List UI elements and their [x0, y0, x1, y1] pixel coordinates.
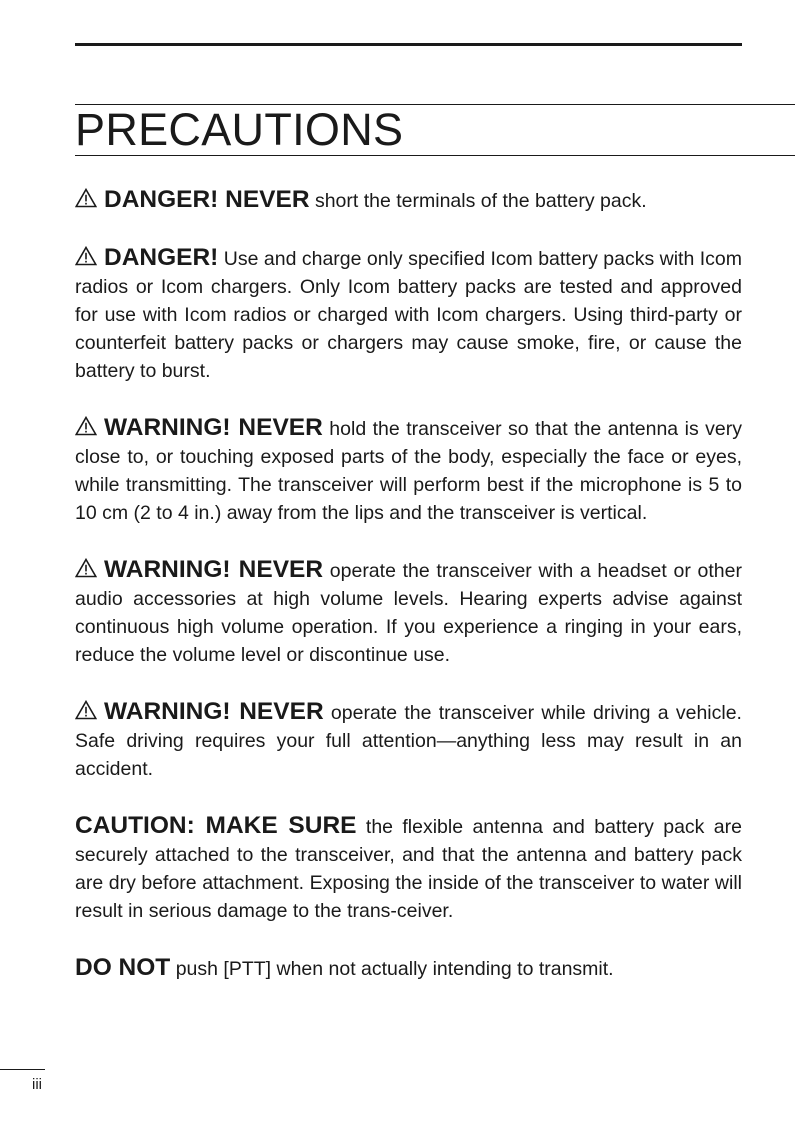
precaution-text: short the terminals of the battery pack.	[309, 190, 647, 212]
precaution-lead: WARNING! NEVER	[104, 556, 324, 583]
precaution-item	[75, 186, 742, 215]
precaution-text: hold the transceiver so that the antenna is very close to, or touching exposed parts of the body, especially the face or eyes, while transmitting. The transceiver will perform best if the microphone is 5 to 10 cm (2 to 4 in.) away from the lips and the transceiver is vertical.	[75, 418, 742, 524]
precaution-item	[75, 698, 742, 783]
precaution-text: operate the transceiver while driving a vehicle. Safe driving requires your full attention—anything less may result in an accident.	[75, 702, 742, 780]
precaution-lead: WARNING! NEVER	[104, 698, 324, 725]
top-rule	[75, 43, 742, 46]
page-title: PRECAUTIONS	[75, 104, 404, 155]
precaution-lead: CAUTION: MAKE SURE	[75, 812, 357, 839]
precaution-text: Use and charge only specified Icom battery packs with Icom radios or Icom chargers. Only Icom battery packs are tested and approved for use with Icom radios or charged with Icom chargers. Using third-party or counterfeit battery packs or chargers may cause smoke, fire, or cause the battery to burst.	[75, 248, 742, 382]
precaution-text: operate the transceiver with a headset or other audio accessories at high volume levels. Hearing experts advise against continuous high volume operation. If you experience a ringing in your ears, reduce the volume level or discontinue use.	[75, 560, 742, 666]
warning-triangle-icon	[75, 416, 97, 436]
precaution-lead: DANGER!	[104, 244, 219, 271]
footer-rule	[0, 1069, 45, 1070]
precaution-text: the flexible antenna and battery pack are securely attached to the transceiver, and that the antenna and battery pack are dry before attachment. Exposing the inside of the transceiver to water will result in serious damage to the trans-ceiver.	[75, 816, 742, 922]
precaution-item	[75, 556, 742, 669]
precaution-lead: WARNING! NEVER	[104, 414, 323, 441]
warning-triangle-icon	[75, 188, 97, 208]
title-bar	[75, 104, 795, 156]
precaution-lead: DANGER! NEVER	[104, 186, 310, 213]
precaution-item	[75, 812, 742, 925]
warning-triangle-icon	[75, 558, 97, 578]
precaution-text: push [PTT] when not actually intending to transmit.	[170, 958, 614, 980]
precaution-item	[75, 954, 742, 983]
warning-triangle-icon	[75, 700, 97, 720]
warning-triangle-icon	[75, 246, 97, 266]
page-number: iii	[32, 1076, 42, 1093]
precaution-item	[75, 244, 742, 385]
precautions-list	[75, 186, 742, 983]
precaution-lead: DO NOT	[75, 954, 171, 981]
precaution-item	[75, 414, 742, 527]
